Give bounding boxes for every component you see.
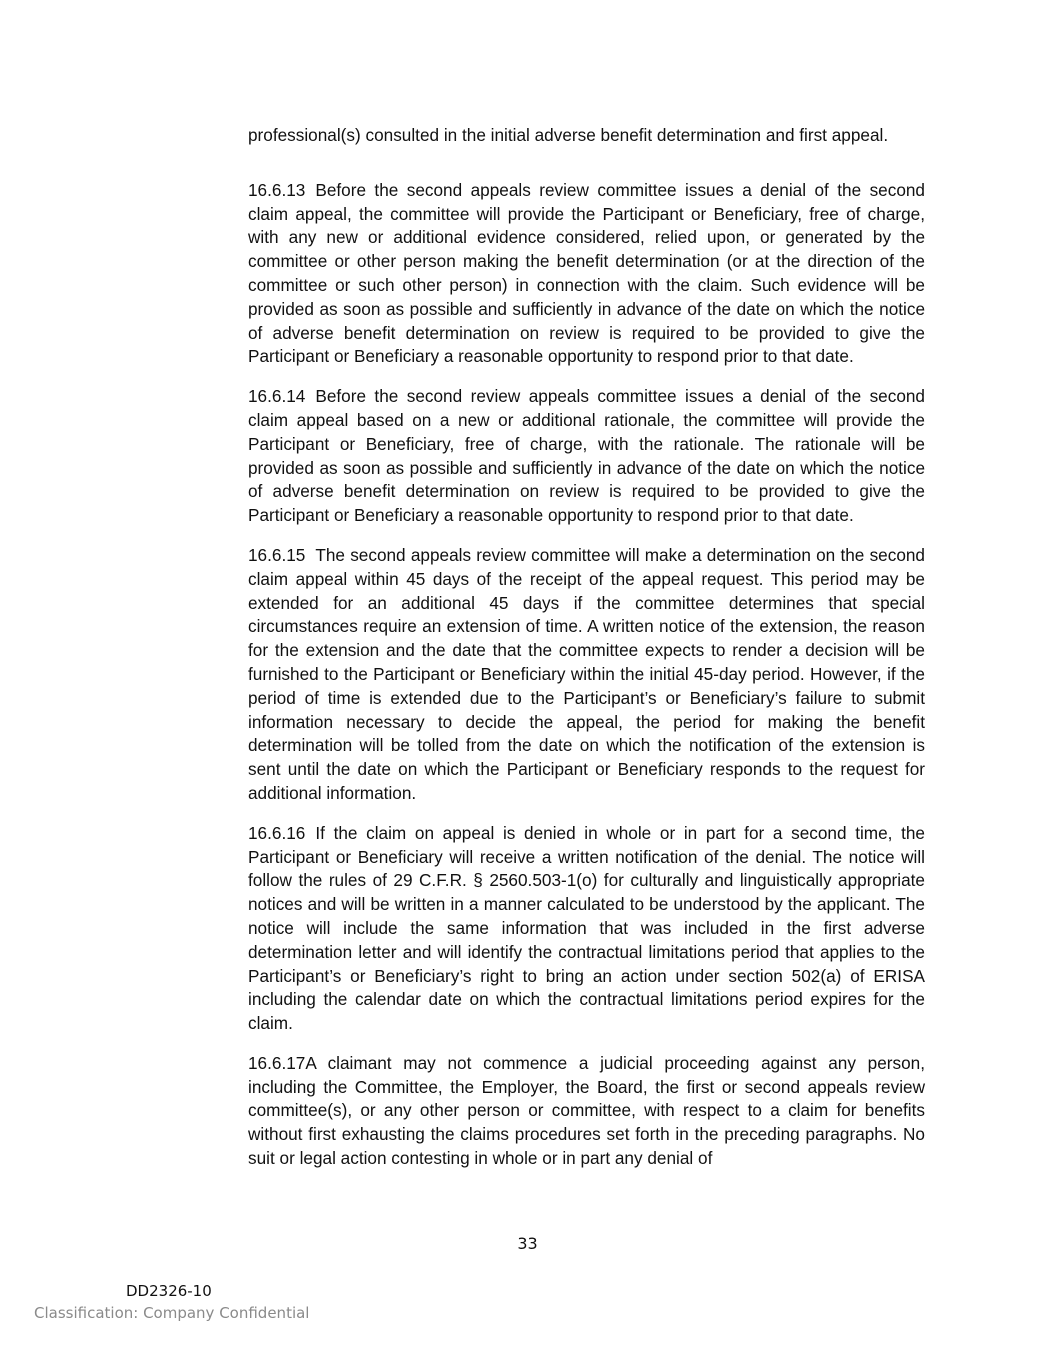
section-text: The second appeals review committee will make a determination on the second claim appeal within 45 days of the receipt of the appeal request. This period may be extended for an additional 45 days if the committee determines that special circumstances require an extension of time. A written notice of the extension, the reason for the extension and the date that the committee expects to render a decision will be furnished to the Participant or Beneficiary within the initial 45-day period. However, if the period of time is extended due to the Participant’s or Beneficiary’s failure to submit information necessary to decide the appeal, the period for making the benefit determination will be tolled from the date on which the notification of the extension is sent until the date on which the Participant or Beneficiary responds to the request for additional information. [248,544,925,803]
document-id: DD2326-10 [126,1282,212,1300]
classification-label: Classification: Company Confidential [34,1304,310,1322]
section-number: 16.6.16 [248,822,306,843]
section-text: A claimant may not commence a judicial proceeding against any person, including the Committee, the Employer, the Board, the first or second appeals review committee(s), or any other person or committee, with respect to a claim for benefits without first exhausting the claims procedures set forth in the preceding paragraphs. No suit or legal action contesting in whole or in part any denial of [248,1052,925,1169]
section-16-6-15 [248,544,925,806]
section-text: If the claim on appeal is denied in whole or in part for a second time, the Participant or Beneficiary will receive a written notification of the denial. The notice will follow the rules of 29 C.F.R. § 2560.503-1(o) for culturally and linguistically appropriate notices and will be written in a manner calculated to be understood by the applicant. The notice will include the same information that was included in the first adverse determination letter and will identify the contractual limitations period that applies to the Participant’s or Beneficiary’s right to bring an action under section 502(a) of ERISA including the calendar date on which the contractual limitations period expires for the claim. [248,822,925,1034]
section-number: 16.6.13 [248,179,306,200]
section-16-6-17 [248,1052,925,1171]
section-text: Before the second appeals review committee issues a denial of the second claim appeal, the committee will provide the Participant or Beneficiary, free of charge, with any new or additional evidence considered, relied upon, or generated by the committee or other person making the benefit determination (or at the direction of the committee or such other person) in connection with the claim. Such evidence will be provided as soon as possible and sufficiently in advance of the date on which the notice of adverse benefit determination on review is required to be provided to give the Participant or Beneficiary a reasonable opportunity to respond prior to that date. [248,179,925,367]
section-number: 16.6.17 [248,1052,306,1073]
section-number: 16.6.15 [248,544,306,565]
section-number: 16.6.14 [248,386,306,407]
page-number: 33 [517,1234,538,1253]
section-16-6-13 [248,179,925,369]
section-text: Before the second review appeals committee issues a denial of the second claim appeal based on a new or additional rationale, the committee will provide the Participant or Beneficiary, free of charge, with the rationale. The rationale will be provided as soon as possible and sufficiently in advance of the date on which the notice of adverse benefit determination on review is required to be provided to give the Participant or Beneficiary a reasonable opportunity to respond prior to that date. [248,386,925,526]
body-text [248,124,925,1171]
section-16-6-16 [248,822,925,1036]
section-16-6-14 [248,385,925,528]
intro-paragraph: professional(s) consulted in the initial adverse benefit determination and first appeal. [248,125,889,145]
